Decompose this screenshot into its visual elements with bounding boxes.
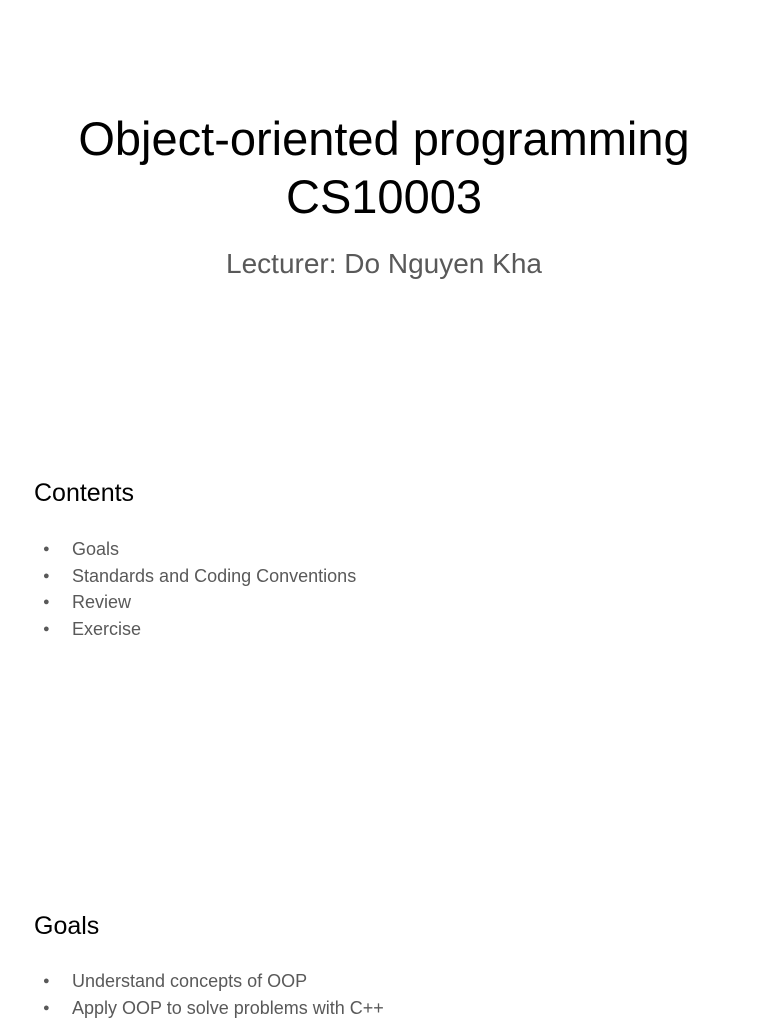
list-item-label: Goals [72, 539, 120, 559]
list-item-label: Exercise [72, 618, 142, 639]
lecturer-subtitle: Lecturer: Do Nguyen Kha [226, 248, 542, 279]
contents-heading: Contents [34, 479, 135, 507]
title-slide [0, 0, 768, 432]
list-item-label: Understand concepts of OOP [72, 971, 308, 991]
bullet-dot-icon: ● [43, 1001, 50, 1014]
list-item [38, 968, 384, 995]
goals-slide [0, 864, 768, 1024]
bullet-dot-icon: ● [43, 569, 50, 582]
bullet-dot-icon: ● [43, 975, 50, 987]
bullet-dot-icon: ● [43, 622, 50, 635]
contents-list [38, 536, 356, 642]
bullet-dot-icon: ● [43, 596, 50, 608]
contents-slide [0, 432, 768, 864]
list-item [38, 616, 356, 643]
goals-list [38, 968, 384, 1021]
goals-heading: Goals [34, 912, 100, 940]
list-item [38, 589, 356, 616]
slide-title-line-2: CS10003 [286, 170, 482, 223]
list-item-label: Standards and Coding Conventions [72, 565, 357, 586]
list-item [38, 995, 384, 1022]
bullet-dot-icon: ● [43, 543, 50, 555]
list-item-label: Review [72, 592, 132, 612]
list-item [38, 563, 356, 590]
list-item [38, 536, 356, 563]
list-item-label: Apply OOP to solve problems with C++ [72, 997, 384, 1018]
slide-title [0, 110, 768, 226]
slide-title-line-1: Object-oriented programming [78, 112, 690, 165]
